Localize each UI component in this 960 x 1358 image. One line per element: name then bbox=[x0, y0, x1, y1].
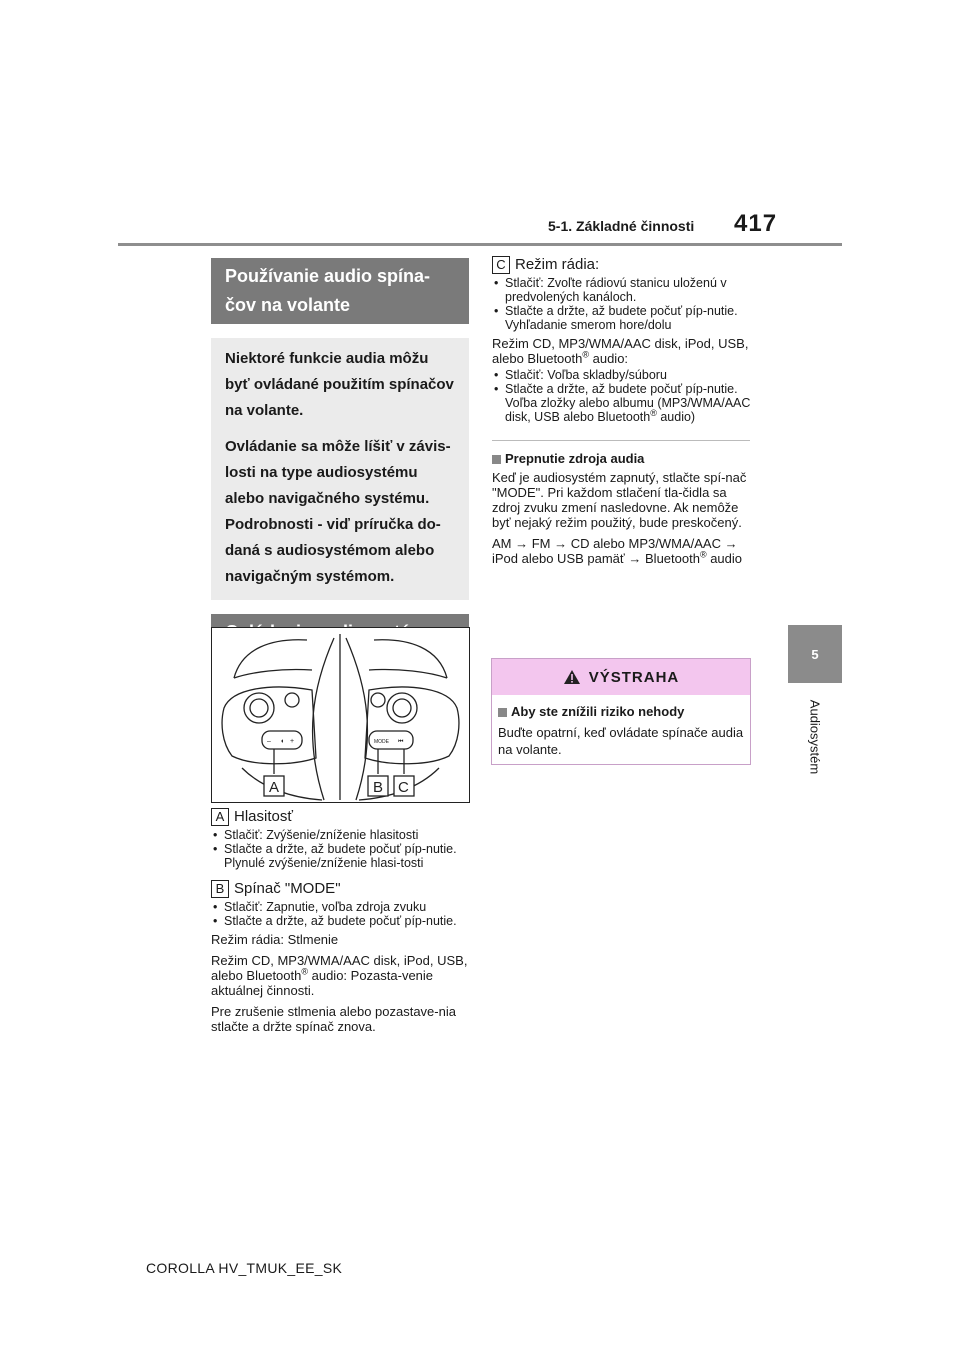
cd-mode-text: Režim CD, MP3/WMA/AAC disk, iPod, USB, alebo Bluetooth® audio: Pozasta-venie aktuálnej činnosti. bbox=[211, 953, 468, 999]
list-item: • Stlačiť: Voľba skladby/súboru bbox=[492, 368, 752, 382]
list-item: • Stlačiť: Zapnutie, voľba zdroja zvuku bbox=[211, 900, 473, 914]
svg-text:◖: ◖ bbox=[280, 738, 285, 745]
right-column bbox=[492, 256, 752, 572]
item-c-title: Režim rádia: bbox=[515, 256, 600, 274]
item-a-heading bbox=[211, 808, 473, 826]
figure-label-b: B bbox=[373, 779, 384, 796]
label-c: C bbox=[492, 256, 510, 274]
figure-label-a: A bbox=[269, 779, 280, 796]
item-b-list bbox=[211, 900, 473, 928]
info-text-1: Niektoré funkcie audia môžu byť ovládané použitím spínačov na volante. bbox=[225, 350, 454, 419]
list-item: • Stlačte a držte, až budete počuť píp-nutie. Voľba zložky alebo albumu (MP3/WMA/AAC disk, USB alebo Bluetooth® audio) bbox=[492, 382, 752, 424]
item-b-title: Spínač "MODE" bbox=[234, 880, 341, 898]
cancel-text: Pre zrušenie stlmenia alebo pozastave-nia stlačte a držte spínač znova. bbox=[211, 1004, 456, 1035]
item-c-list-2 bbox=[492, 368, 752, 424]
list-item: • Stlačiť: Zvýšenie/zníženie hlasitosti bbox=[211, 828, 473, 842]
warning-title: VÝSTRAHA bbox=[588, 668, 680, 686]
warning-body bbox=[492, 695, 750, 764]
item-a-title: Hlasitosť bbox=[234, 808, 293, 826]
section1-title: Používanie audio spína- čov na volante bbox=[211, 258, 469, 324]
mode-button-label: MODE bbox=[374, 739, 389, 745]
info-text-2: Ovládanie sa môže líšiť v závis-losti na type audiosystému alebo navigačného systému. Podrobnosti - viď príručka do-daná s audiosystémom alebo navigačným systémom. bbox=[225, 438, 451, 585]
svg-text:+: + bbox=[290, 738, 295, 745]
warning-box bbox=[491, 658, 751, 765]
warning-header bbox=[492, 659, 750, 695]
footer-model: COROLLA HV_TMUK_EE_SK bbox=[146, 1260, 343, 1276]
chapter-label bbox=[785, 692, 845, 782]
item-a-list bbox=[211, 828, 473, 870]
square-bullet-icon bbox=[492, 455, 501, 464]
steering-wheel-illustration bbox=[212, 628, 469, 802]
header-rule bbox=[118, 243, 842, 246]
warning-heading: Aby ste znížili riziko nehody bbox=[498, 703, 744, 720]
warning-triangle-icon bbox=[563, 669, 581, 685]
radio-mode-text: Režim rádia: Stlmenie bbox=[211, 932, 339, 948]
warning-text: Buďte opatrní, keď ovládate spínače audia na volante. bbox=[498, 725, 744, 757]
list-item: • Stlačiť: Zvoľte rádiovú stanicu uloženú v predvolených kanáloch. bbox=[492, 276, 752, 304]
item-c-heading bbox=[492, 256, 752, 274]
item-c-cd-mode: Režim CD, MP3/WMA/AAC disk, iPod, USB, alebo Bluetooth® audio: bbox=[492, 336, 749, 367]
label-b: B bbox=[211, 880, 229, 898]
list-item: • Stlačte a držte, až budete počuť píp-nutie. Vyhľadanie smerom hore/dolu bbox=[492, 304, 752, 332]
left-items bbox=[211, 808, 473, 1040]
item-b-heading bbox=[211, 880, 473, 898]
square-bullet-icon bbox=[498, 708, 507, 717]
svg-text:⏮: ⏮ bbox=[398, 739, 404, 745]
chapter-number: 5 bbox=[811, 646, 819, 662]
source-sequence: AM → FM → CD alebo MP3/WMA/AAC → iPod alebo USB pamäť → Bluetooth® audio bbox=[492, 536, 743, 567]
section-title: 5-1. Základné činnosti bbox=[548, 218, 695, 234]
item-c-list bbox=[492, 276, 752, 332]
chapter-label-text: Audiosystém bbox=[807, 699, 823, 775]
steering-wheel-figure bbox=[211, 627, 470, 803]
info-box bbox=[211, 338, 469, 600]
divider bbox=[492, 428, 750, 441]
page-number: 417 bbox=[734, 210, 778, 237]
list-item: • Stlačte a držte, až budete počuť píp-nutie. bbox=[211, 914, 473, 928]
source-switch-heading: Prepnutie zdroja audia bbox=[492, 451, 752, 466]
chapter-tab bbox=[788, 625, 842, 683]
label-a: A bbox=[211, 808, 229, 826]
list-item: • Stlačte a držte, až budete počuť píp-nutie. Plynulé zvýšenie/zníženie hlasi-tosti bbox=[211, 842, 473, 870]
svg-text:–: – bbox=[267, 738, 271, 745]
source-switch-text: Keď je audiosystém zapnutý, stlačte spí-nač "MODE". Pri každom stlačení tla-čidla sa zdroj zvuku zmení nasledovne. Ak nemôže byť nejaký režim použitý, bude preskočený. bbox=[492, 470, 747, 531]
figure-label-c: C bbox=[398, 779, 409, 796]
